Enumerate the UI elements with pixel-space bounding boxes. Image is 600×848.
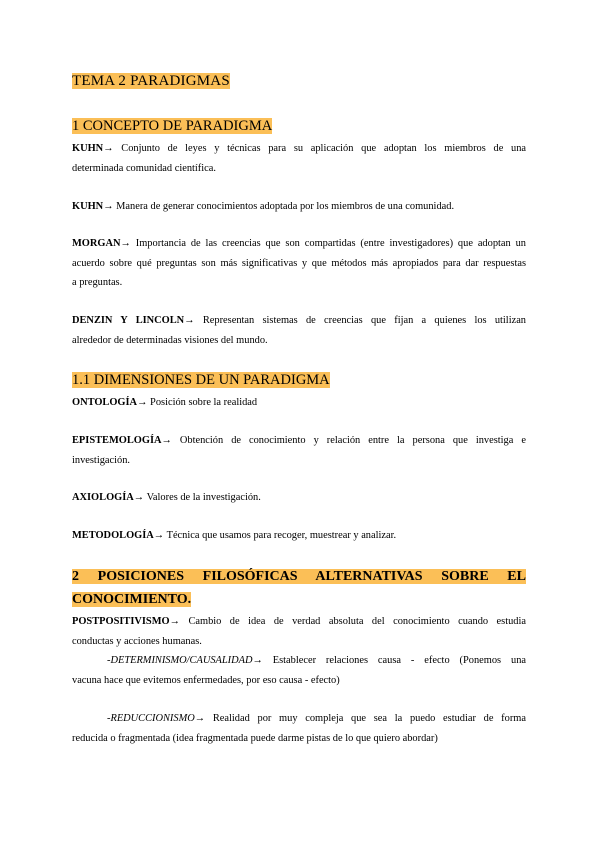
definition-kuhn-2: KUHN→ Manera de generar conocimientos adoptada por los miembros de una comunidad.: [72, 201, 455, 212]
page-title: TEMA 2 PARADIGMAS: [72, 73, 230, 89]
arrow-icon: →: [120, 238, 131, 249]
position-reduccionismo: -REDUCCIONISMO→ Realidad por muy compleja que sea la puedo estudiar de forma reducida o fragmentada (idea fragmentada puede darme pistas de lo que quiero abordar): [72, 713, 526, 744]
dimension-axiologia: AXIOLOGÍA→ Valores de la investigación.: [72, 492, 261, 503]
position-determinismo: -DETERMINISMO/CAUSALIDAD→ Establecer relaciones causa - efecto (Ponemos una vacuna hace que evitemos enfermedades, por eso causa - efecto): [72, 655, 526, 686]
arrow-icon: →: [137, 397, 148, 408]
arrow-icon: →: [184, 315, 195, 326]
arrow-icon: →: [252, 655, 263, 666]
section-heading-posiciones: 2 POSICIONES FILOSÓFICAS ALTERNATIVAS SOBRE EL CONOCIMIENTO.: [72, 569, 526, 607]
definition-kuhn-1: KUHN→ Conjunto de leyes y técnicas para su aplicación que adoptan los miembros de una determinada comunidad científica.: [72, 143, 526, 174]
arrow-icon: →: [194, 713, 206, 724]
arrow-icon: →: [153, 530, 165, 541]
section-heading-dimensiones: 1.1 DIMENSIONES DE UN PARADIGMA: [72, 372, 330, 388]
position-postpositivismo: POSTPOSITIVISMO→ Cambio de idea de verdad absoluta del conocimiento cuando estudia conductas y acciones humanas.: [72, 616, 526, 647]
arrow-icon: →: [169, 616, 180, 627]
arrow-icon: →: [161, 435, 172, 446]
definition-morgan: MORGAN→ Importancia de las creencias que son compartidas (entre investigadores) que adoptan un acuerdo sobre qué preguntas son más significativas y que métodos más apropiados para dar respuestas a preguntas.: [72, 238, 526, 288]
definition-denzin-lincoln: DENZIN Y LINCOLN→ Representan sistemas de creencias que fijan a quienes los utilizan alrededor de determinadas visiones del mundo.: [72, 315, 527, 346]
section-heading-concepto: 1 CONCEPTO DE PARADIGMA: [72, 118, 273, 134]
dimension-epistemologia: EPISTEMOLOGÍA→ Obtención de conocimiento y relación entre la persona que investiga e investigación.: [72, 435, 526, 466]
arrow-icon: →: [103, 143, 114, 154]
dimension-ontologia: ONTOLOGÍA→ Posición sobre la realidad: [72, 397, 258, 408]
arrow-icon: →: [133, 492, 145, 503]
dimension-metodologia: METODOLOGÍA→ Técnica que usamos para recoger, muestrear y analizar.: [72, 530, 397, 541]
arrow-icon: →: [103, 201, 114, 212]
